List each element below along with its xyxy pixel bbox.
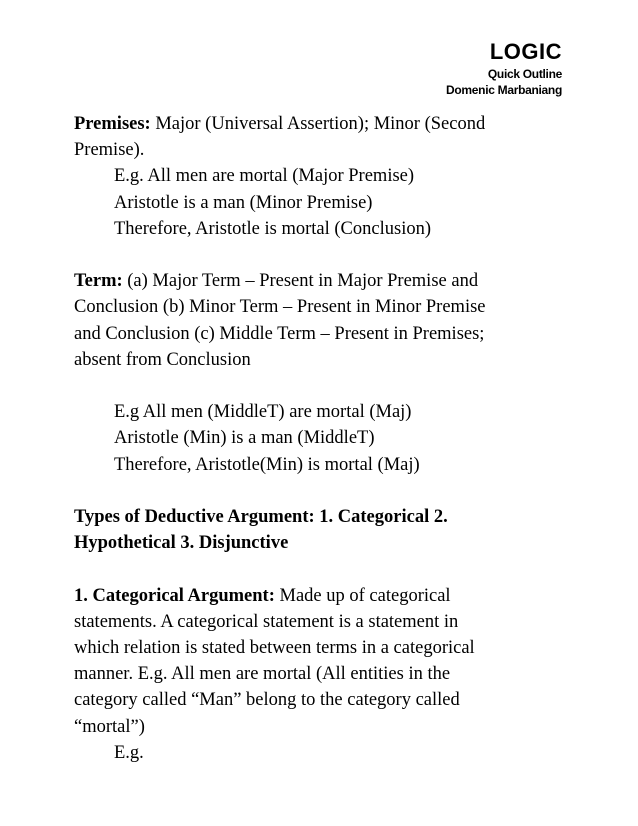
categorical-paragraph-line	[74, 583, 564, 609]
spacer	[74, 373, 564, 399]
types-heading-text-1: Types of Deductive Argument: 1. Categorical 2.	[74, 507, 448, 527]
spacer	[74, 478, 564, 504]
document-header	[446, 38, 562, 98]
categorical-label: 1. Categorical Argument:	[74, 585, 275, 606]
premises-example-line: Therefore, Aristotle is mortal (Conclusion)	[114, 218, 431, 239]
term-example-line: E.g All men (MiddleT) are mortal (Maj)	[114, 402, 412, 423]
categorical-paragraph-line: which relation is stated between terms in a categorical	[74, 638, 475, 658]
premises-text-1: Major (Universal Assertion); Minor (Second	[150, 114, 486, 134]
document-body	[74, 111, 564, 766]
categorical-example-label: E.g.	[114, 742, 144, 763]
categorical-paragraph-line: manner. E.g. All men are mortal (All entities in the	[74, 664, 451, 685]
premises-paragraph-line-2: Premise).	[74, 140, 145, 161]
premises-label: Premises:	[74, 114, 151, 134]
term-example-line: Aristotle (Min) is a man (MiddleT)	[114, 428, 375, 449]
term-paragraph-line: Conclusion (b) Minor Term – Present in Minor Premise	[74, 297, 486, 318]
types-heading-line	[74, 530, 564, 556]
categorical-paragraph-line: “mortal”)	[74, 716, 145, 737]
categorical-paragraph-line: category called “Man” belong to the category called	[74, 690, 460, 711]
premises-paragraph-line-1	[74, 111, 564, 137]
categorical-text-1: Made up of categorical	[274, 585, 451, 606]
term-paragraph-line: and Conclusion (c) Middle Term – Present in Premises;	[74, 323, 485, 344]
term-label: Term:	[74, 271, 123, 292]
document-author: Domenic Marbaniang	[446, 83, 562, 97]
spacer	[74, 556, 564, 582]
term-example-line: Therefore, Aristotle(Min) is mortal (Maj)	[114, 454, 420, 475]
spacer	[74, 242, 564, 268]
categorical-paragraph-line: statements. A categorical statement is a statement in	[74, 611, 459, 632]
types-heading-line	[74, 504, 564, 530]
term-paragraph-line	[74, 268, 564, 294]
premises-example-line: Aristotle is a man (Minor Premise)	[114, 192, 373, 213]
premises-example-line: E.g. All men are mortal (Major Premise)	[114, 166, 415, 187]
document-title: LOGIC	[489, 39, 562, 64]
document-subtitle: Quick Outline	[487, 67, 562, 81]
term-paragraph-line: absent from Conclusion	[74, 349, 251, 370]
term-text-1: (a) Major Term – Present in Major Premise and	[122, 271, 479, 292]
types-heading-text-2: Hypothetical 3. Disjunctive	[74, 533, 289, 554]
